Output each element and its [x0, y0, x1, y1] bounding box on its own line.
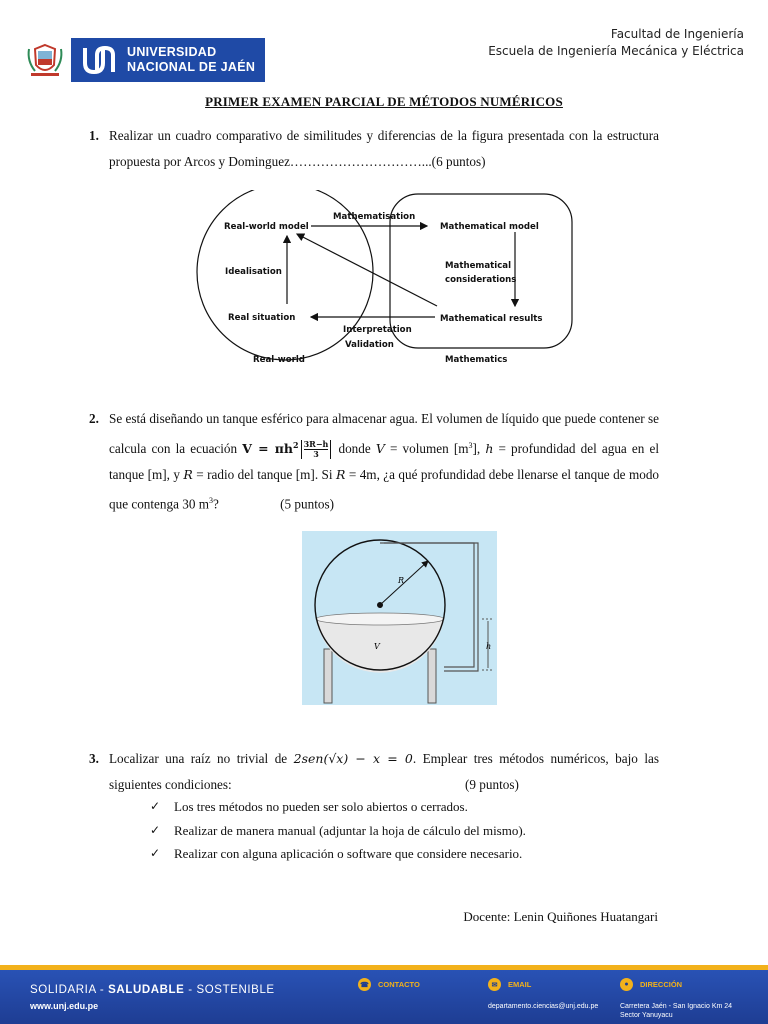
phone-icon: ☎ — [358, 978, 371, 991]
conditions-list — [150, 795, 526, 866]
label-real-world-model: Real-world model — [224, 222, 309, 232]
page-header — [0, 0, 768, 95]
email-address[interactable]: departamento.ciencias@unj.edu.pe — [488, 1003, 599, 1010]
page-footer — [0, 965, 768, 1024]
coat-of-arms-icon — [19, 38, 71, 82]
footer-stripe — [0, 965, 768, 970]
question-number: 1. — [89, 128, 99, 143]
university-name-line2: NACIONAL DE JAÉN — [127, 60, 256, 74]
footer-address: ● DIRECCIÓN Carretera Jaén - San Ignacio Km 24 Sector Yanuyacu — [620, 980, 733, 1019]
checkmark-icon: ✓ — [150, 799, 161, 813]
faculty-info — [488, 26, 744, 60]
label-validation: Validation — [345, 340, 394, 350]
list-item: ✓ Realizar de manera manual (adjuntar la hoja de cálculo del mismo). — [150, 819, 526, 843]
question-text: Localizar una raíz no trivial de — [109, 751, 288, 766]
question-1 — [89, 123, 659, 175]
mail-icon: ✉ — [488, 978, 501, 991]
footer-slogan: SOLIDARIA - SALUDABLE - SOSTENIBLE — [30, 984, 275, 996]
label-real-world: Real-world — [253, 355, 305, 365]
question-2: 2. Se está diseñando un tanque esférico para almacenar agua. El volumen de líquido que puede contener se calcula con la ecuación $V = \pi h^2$ $\frac{3R-h}{3}$ donde V = volumen $[m^3]$, h = profundidad del agua en el tanque [m], y R = radio del tanque [m]. Si R = 4m, ¿a qué profundidad debe llenarse el tanque de modo que contenga 30 $m^3$? (5 puntos) — [109, 406, 659, 518]
checkmark-icon: ✓ — [150, 822, 161, 837]
volume-equation: $V = \pi h^2$ $\frac{3R-h}{3}$ — [242, 441, 333, 456]
footer-email: ✉ EMAIL departamento.ciencias@unj.edu.pe — [488, 980, 599, 1010]
label-mathematisation: Mathematisation — [333, 212, 416, 222]
label-real-situation: Real situation — [228, 313, 296, 323]
question-text: Realizar un cuadro comparativo de similitudes y diferencias de la figura presentada con la estructura propuesta por Arcos y Dominguez…………………………...(6 puntos) — [109, 128, 659, 169]
label-interpretation: Interpretation — [343, 325, 412, 335]
mathematics-box — [390, 194, 572, 348]
label-idealisation: Idealisation — [225, 267, 282, 277]
website-link[interactable]: www.unj.edu.pe — [30, 1001, 99, 1011]
root-equation: 2sen(√x) − x = 0 — [293, 751, 413, 766]
question-text: Se está diseñando un tanque esférico para almacenar agua. El volumen de líquido que puede contener se calcula con la ecuación — [109, 411, 659, 457]
footer-contact: ☎ CONTACTO — [358, 978, 420, 991]
teacher-signature: Docente: Lenin Quiñones Huatangari — [463, 909, 658, 924]
location-pin-icon: ● — [620, 978, 633, 991]
validation-arrow — [297, 234, 437, 306]
checkmark-icon: ✓ — [150, 846, 161, 860]
list-item: ✓ Los tres métodos no pueden ser solo abiertos o cerrados. — [150, 795, 526, 819]
modelling-cycle-diagram — [195, 190, 580, 370]
unj-logo-icon — [81, 45, 119, 75]
label-considerations-1: Mathematical — [445, 261, 512, 271]
radius-label: R — [398, 576, 405, 585]
question-number: 2. — [89, 411, 99, 426]
question-number: 3. — [89, 751, 99, 766]
university-name — [127, 45, 255, 75]
university-name-line1: UNIVERSIDAD — [127, 45, 217, 59]
label-mathematical-results: Mathematical results — [440, 314, 543, 324]
spherical-tank-figure — [302, 531, 497, 705]
depth-label: h — [486, 642, 492, 651]
list-item: ✓ Realizar con alguna aplicación o software que considere necesario. — [150, 842, 526, 866]
points: (9 puntos) — [465, 777, 519, 792]
label-mathematical-model: Mathematical model — [440, 222, 539, 232]
points: (5 puntos) — [280, 496, 334, 512]
label-mathematics: Mathematics — [445, 355, 508, 365]
university-logo — [19, 38, 265, 82]
volume-label: V — [374, 642, 380, 651]
address-text: Carretera Jaén - San Ignacio Km 24 Sector Yanuyacu — [620, 1003, 733, 1019]
question-3: 3. Localizar una raíz no trivial de 2sen(√x) − x = 0. Emplear tres métodos numéricos, bajo las siguientes condiciones: (9 puntos) — [109, 746, 659, 798]
label-considerations-2: considerations — [445, 275, 517, 285]
exam-title: PRIMER EXAMEN PARCIAL DE MÉTODOS NUMÉRICOS — [205, 94, 563, 109]
faculty-name: Facultad de Ingeniería — [610, 27, 744, 41]
school-name: Escuela de Ingeniería Mecánica y Eléctrica — [488, 44, 744, 58]
